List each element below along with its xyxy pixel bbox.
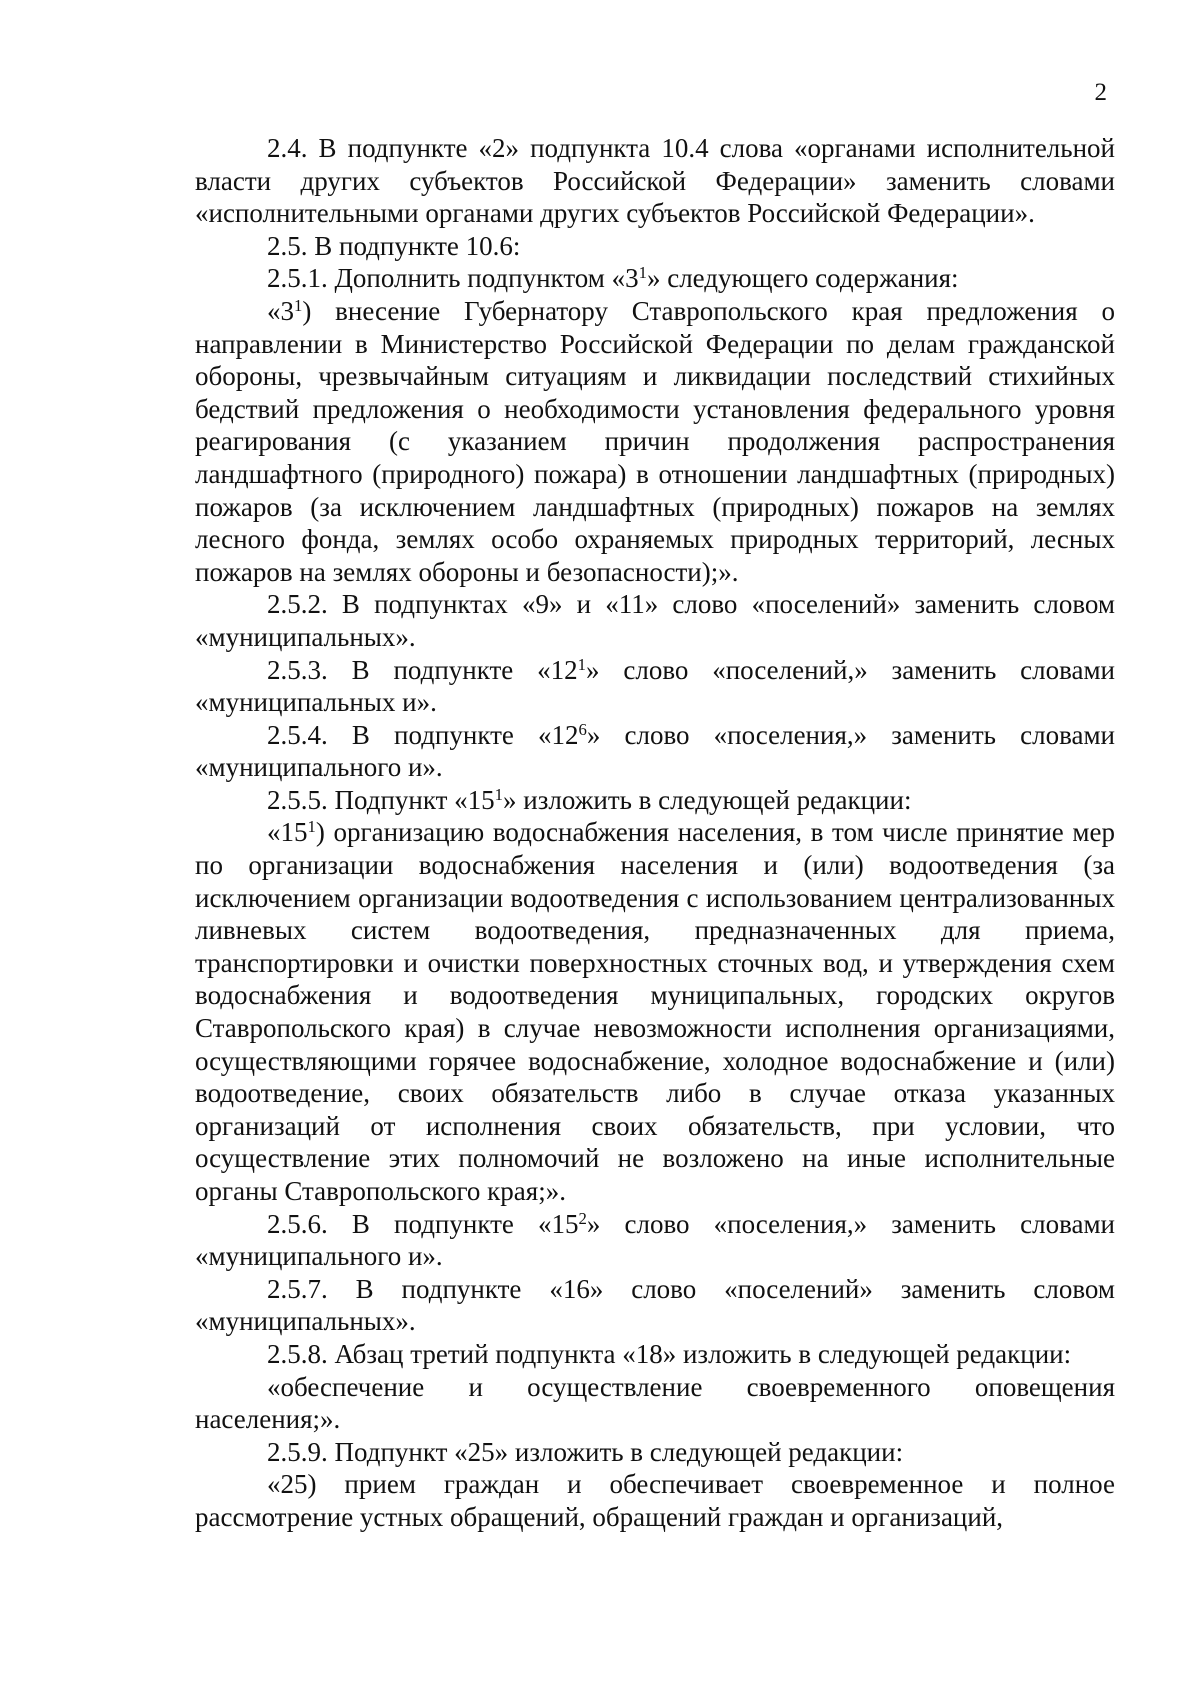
quote-subitem-15-1: «$15^1$) организацию водоснабжения населения, в том числе принятие мер по организации водоснабжения населения и (или) водоотведения (за исключением организации водоотведения с использованием централизованных ливневых систем водоотведения, предназначенных для приема, транспортировки и очистки поверхностных сточных вод, и утверждения схем водоснабжения и водоотведения муниципальных, городских округов Ставропольского края) в случае невозможности исполнения организациями, осуществляющими горячее водоснабжение, холодное водоснабжение и (или) водоотведение, своих обязательств либо в случае отказа указанных организаций от исполнения своих обязательств, при условии, что осуществление этих полномочий не возложено на иные исполнительные органы Ставропольского края;». <box>195 817 1115 1206</box>
paragraph-2-4: 2.4. В подпункте «2» подпункта 10.4 слова «органами исполнительной власти других субъектов Российской Федерации» заменить словами «исполнительными органами других субъектов Российской Федерации». <box>195 133 1115 229</box>
paragraph-2-5-6: 2.5.6. В подпункте «$15^2$» слово «поселения,» заменить словами «муниципального и». <box>195 1208 1115 1272</box>
paragraph-2-5-1: 2.5.1. Дополнить подпунктом «$3^1$» следующего содержания: <box>267 263 959 294</box>
paragraph-2-5-3: 2.5.3. В подпункте «$12^1$» слово «поселений,» заменить словами «муниципальных и». <box>195 654 1115 718</box>
page-number: 2 <box>1094 79 1107 106</box>
paragraph-2-5-2: 2.5.2. В подпунктах «9» и «11» слово «поселений» заменить словом «муниципальных». <box>195 589 1115 652</box>
paragraph-2-5-7: 2.5.7. В подпункте «16» слово «поселений» заменить словом «муниципальных». <box>195 1273 1115 1337</box>
quote-subitem-18: «обеспечение и осуществление своевременного оповещения населения;». <box>195 1371 1115 1435</box>
quote-subitem-25: «25) прием граждан и обеспечивает своевременное и полное рассмотрение устных обращений, обращений граждан и организаций, <box>195 1469 1115 1532</box>
paragraph-2-5-4: 2.5.4. В подпункте «$12^6$» слово «поселения,» заменить словами «муниципального и». <box>195 719 1115 783</box>
document-body <box>195 132 1115 1534</box>
paragraph-2-5-9: 2.5.9. Подпункт «25» изложить в следующей редакции: <box>267 1436 904 1467</box>
paragraph-2-5: 2.5. В подпункте 10.6: <box>267 230 521 261</box>
paragraph-2-5-5: 2.5.5. Подпункт «$15^1$» изложить в следующей редакции: <box>267 784 912 815</box>
paragraph-2-5-8: 2.5.8. Абзац третий подпункта «18» изложить в следующей редакции: <box>267 1338 1072 1369</box>
quote-subitem-3-1: «$3^1$) внесение Губернатору Ставропольского края предложения о направлении в Министерство Российской Федерации по делам гражданской обороны, чрезвычайным ситуациям и ликвидации последствий стихийных бедствий предложения о необходимости установления федерального уровня реагирования (с указанием причин продолжения распространения ландшафтного (природного) пожара) в отношении ландшафтных (природных) пожаров (за исключением ландшафтных (природных) пожаров на землях лесного фонда, землях особо охраняемых природных территорий, лесных пожаров на землях обороны и безопасности);». <box>195 295 1115 587</box>
